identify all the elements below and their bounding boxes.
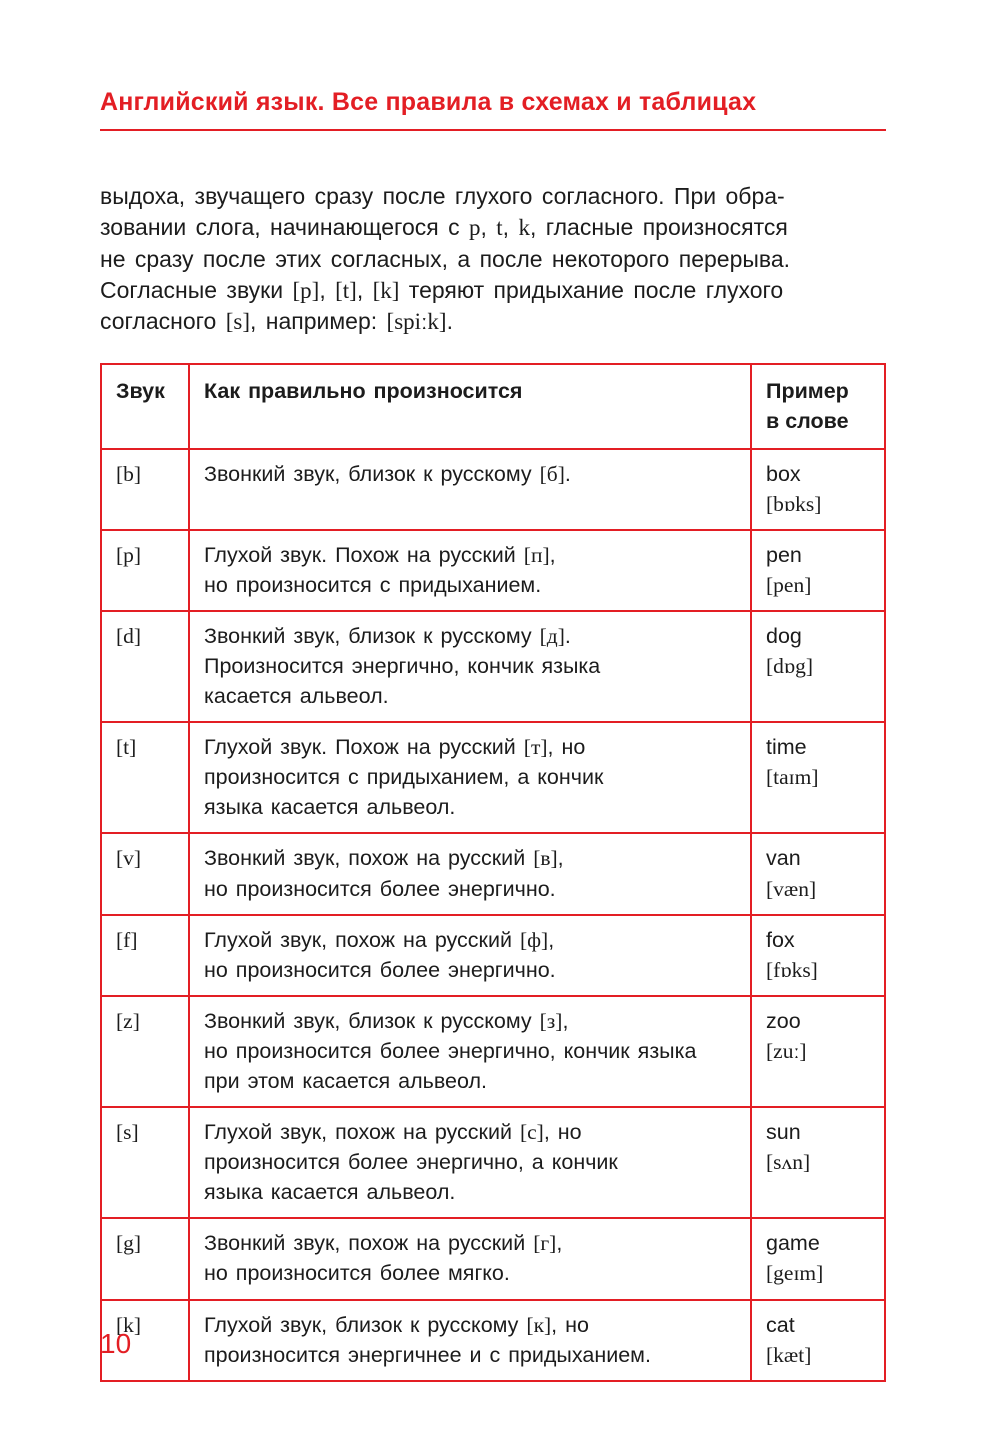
example-transcription: [zuː] <box>766 1038 807 1063</box>
sound-cell: [t] <box>101 722 189 833</box>
sound-cell: [p] <box>101 530 189 611</box>
description-line: произносится более энергично, а кончик <box>204 1150 618 1175</box>
example-transcription: [fɒks] <box>766 957 818 982</box>
example-transcription: [bɒks] <box>766 491 822 516</box>
sound-cell: [d] <box>101 611 189 722</box>
description-cell <box>189 611 751 722</box>
example-cell <box>751 722 885 833</box>
table-row <box>101 1107 885 1218</box>
sound-cell: [v] <box>101 833 189 914</box>
example-transcription: [taɪm] <box>766 765 819 790</box>
description-line: Глухой звук. Похож на русский [т], но <box>204 735 586 760</box>
sound-cell: [g] <box>101 1218 189 1299</box>
example-cell <box>751 611 885 722</box>
example-cell <box>751 996 885 1107</box>
description-cell <box>189 1300 751 1381</box>
example-word: fox <box>766 927 795 952</box>
description-line: Звонкий звук, близок к русскому [з], <box>204 1008 569 1033</box>
table-row <box>101 915 885 996</box>
description-line: при этом касается альвеол. <box>204 1069 488 1094</box>
sound-cell: [b] <box>101 449 189 530</box>
intro-line: согласного [s], например: [spiːk]. <box>100 308 453 335</box>
intro-paragraph <box>100 181 886 337</box>
description-line: Звонкий звук, близок к русскому [д]. <box>204 623 571 648</box>
example-word: sun <box>766 1120 801 1145</box>
description-cell <box>189 996 751 1107</box>
page-header-title: Английский язык. Все правила в схемах и таблицах <box>100 88 757 116</box>
table-row <box>101 1218 885 1299</box>
example-cell <box>751 1300 885 1381</box>
example-cell <box>751 915 885 996</box>
description-line: произносится энергичнее и с придыханием. <box>204 1342 651 1367</box>
pronunciation-table <box>100 363 886 1381</box>
description-cell <box>189 1107 751 1218</box>
example-word: cat <box>766 1312 795 1337</box>
example-word: zoo <box>766 1008 801 1033</box>
description-cell <box>189 915 751 996</box>
description-cell <box>189 449 751 530</box>
description-line: но произносится более мягко. <box>204 1261 510 1286</box>
description-line: Глухой звук, близок к русскому [к], но <box>204 1312 589 1337</box>
description-line: Глухой звук, похож на русский [ф], <box>204 927 555 952</box>
table-row <box>101 611 885 722</box>
example-word: time <box>766 735 807 760</box>
example-transcription: [væn] <box>766 876 817 901</box>
example-transcription: [kæt] <box>766 1342 812 1367</box>
description-line: но произносится с придыханием. <box>204 572 542 597</box>
example-cell <box>751 449 885 530</box>
example-word: dog <box>766 623 802 648</box>
example-word: pen <box>766 542 802 567</box>
description-cell <box>189 722 751 833</box>
header-example <box>751 364 885 448</box>
intro-line: Согласные звуки [p], [t], [k] теряют придыхание после глухого <box>100 276 784 303</box>
example-word: van <box>766 846 801 871</box>
example-transcription: [pen] <box>766 572 812 597</box>
description-line: но произносится более энергично. <box>204 957 556 982</box>
example-cell <box>751 1107 885 1218</box>
table-row <box>101 449 885 530</box>
sound-cell: [z] <box>101 996 189 1107</box>
header-example-line1: Пример <box>766 379 849 404</box>
description-line: Глухой звук, похож на русский [с], но <box>204 1120 582 1145</box>
table-row <box>101 722 885 833</box>
description-cell <box>189 530 751 611</box>
table-row <box>101 833 885 914</box>
sound-cell: [f] <box>101 915 189 996</box>
description-line: языка касается альвеол. <box>204 1180 456 1205</box>
description-line: но произносится более энергично. <box>204 876 556 901</box>
sound-cell: [s] <box>101 1107 189 1218</box>
description-line: языка касается альвеол. <box>204 795 456 820</box>
header-example-line2: в слове <box>766 409 849 434</box>
description-cell <box>189 1218 751 1299</box>
example-cell <box>751 530 885 611</box>
sound-cell: [k] <box>101 1300 189 1381</box>
description-line: но произносится более энергично, кончик языка <box>204 1038 697 1063</box>
example-transcription: [dɒg] <box>766 653 814 678</box>
description-line: Звонкий звук, близок к русскому [б]. <box>204 461 571 486</box>
example-transcription: [sʌn] <box>766 1150 811 1175</box>
table-row <box>101 530 885 611</box>
intro-line: зовании слога, начинающегося с p, t, k, гласные произносятся <box>100 214 788 241</box>
description-line: Произносится энергично, кончик языка <box>204 653 601 678</box>
example-cell <box>751 1218 885 1299</box>
intro-line: выдоха, звучащего сразу после глухого согласного. При обра- <box>100 183 785 209</box>
description-line: Звонкий звук, похож на русский [г], <box>204 1231 563 1256</box>
intro-line: не сразу после этих согласных, а после некоторого перерыва. <box>100 245 791 272</box>
page-number: 10 <box>100 1328 132 1359</box>
description-line: Глухой звук. Похож на русский [п], <box>204 542 556 567</box>
description-cell <box>189 833 751 914</box>
description-line: касается альвеол. <box>204 684 389 709</box>
header-description: Как правильно произносится <box>189 364 751 448</box>
table-row <box>101 996 885 1107</box>
example-transcription: [geɪm] <box>766 1261 824 1286</box>
example-cell <box>751 833 885 914</box>
header-sound: Звук <box>101 364 189 448</box>
table-row <box>101 1300 885 1381</box>
description-line: Звонкий звук, похож на русский [в], <box>204 846 564 871</box>
header-rule <box>100 129 886 131</box>
table-header-row <box>101 364 885 448</box>
example-word: box <box>766 461 801 486</box>
description-line: произносится с придыханием, а кончик <box>204 765 604 790</box>
example-word: game <box>766 1231 820 1256</box>
table-body <box>101 449 885 1381</box>
